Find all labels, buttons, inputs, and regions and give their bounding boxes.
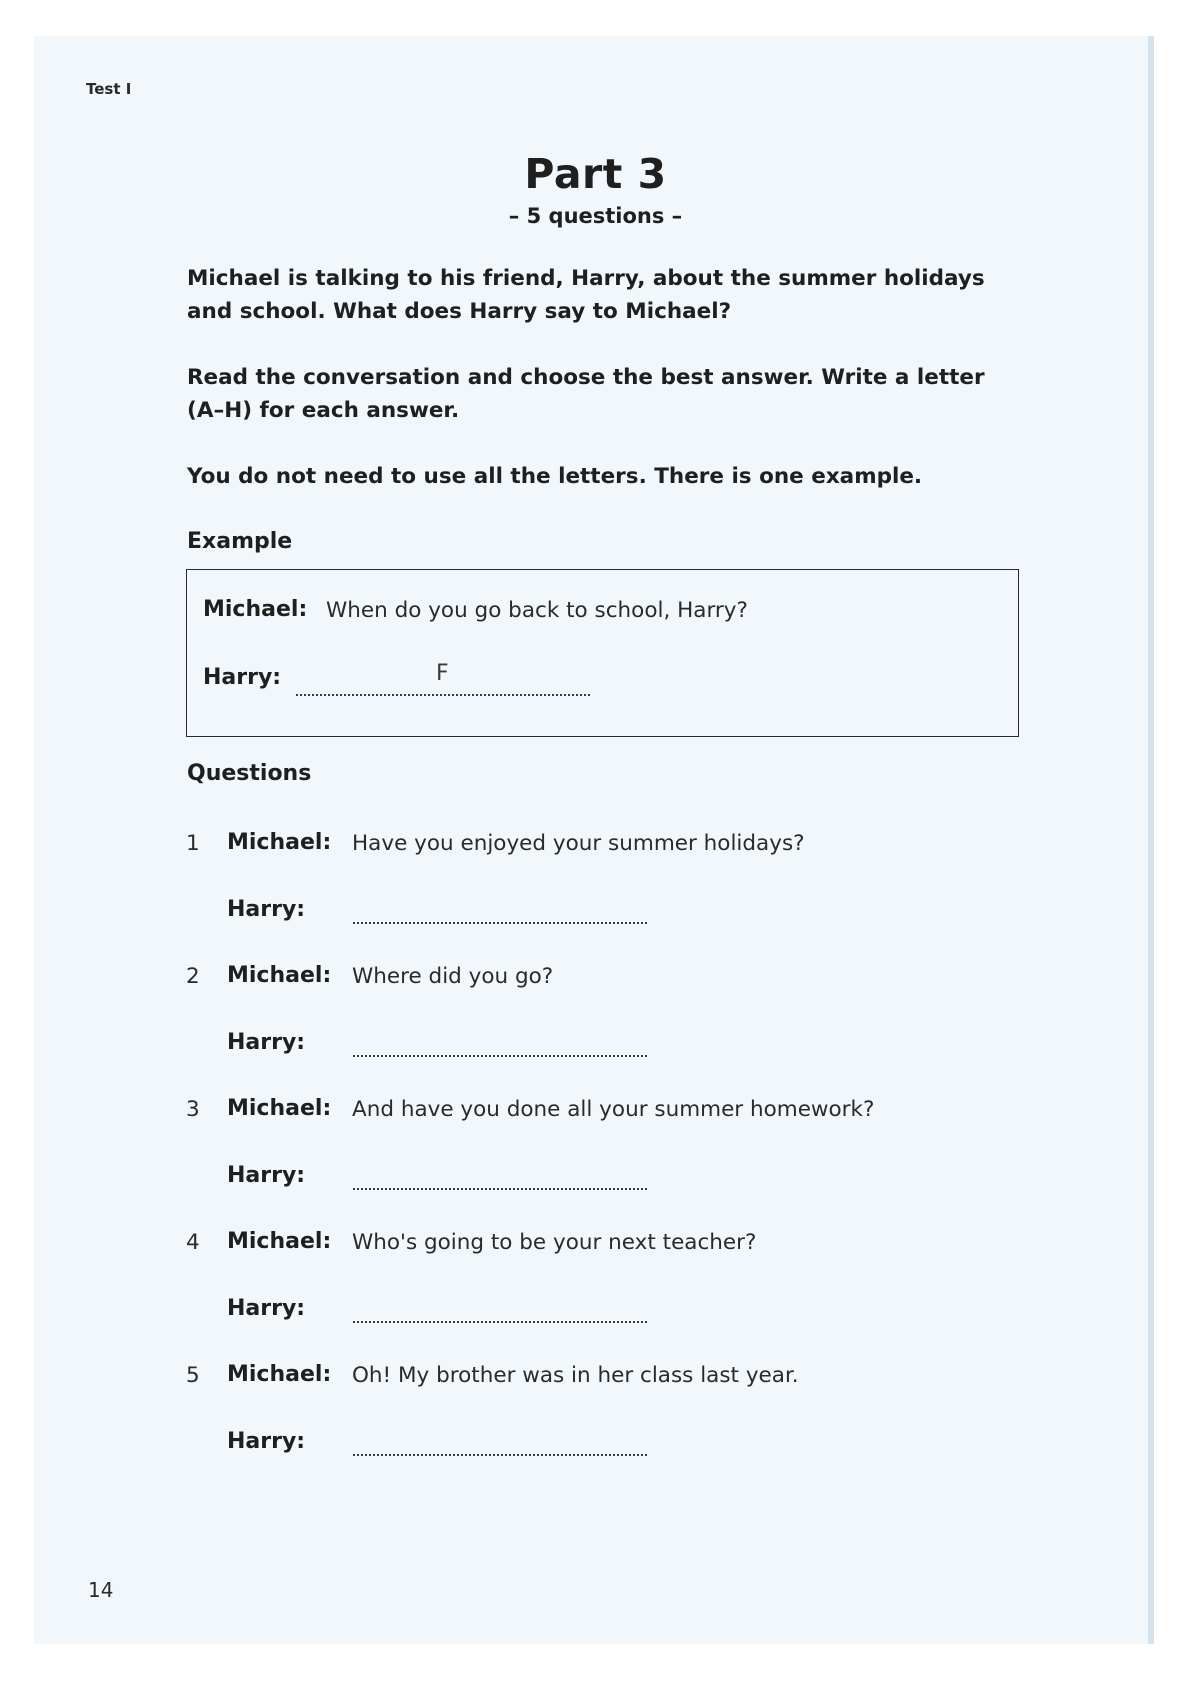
question-harry-label: Harry: [227,897,306,922]
questions-label: Questions [187,761,312,786]
part-title: Part 3 [524,150,667,198]
example-answer-line [296,694,590,696]
question-michael-label: Michael: [227,963,332,988]
part-subtitle: – 5 questions – [508,204,683,228]
example-michael-text: When do you go back to school, Harry? [326,598,748,623]
page-number: 14 [88,1578,114,1602]
example-michael-label: Michael: [203,597,308,622]
question-harry-label: Harry: [227,1030,306,1055]
answer-line[interactable] [353,1454,647,1456]
answer-line[interactable] [353,1188,647,1190]
question-number: 2 [186,964,200,989]
question-michael-text: Oh! My brother was in her class last year. [352,1363,799,1388]
question-michael-text: And have you done all your summer homework? [352,1097,875,1122]
instruction-read: Read the conversation and choose the best answer. Write a letter (A–H) for each answer. [187,365,985,423]
question-michael-label: Michael: [227,1229,332,1254]
question-harry-label: Harry: [227,1163,306,1188]
instruction-note: You do not need to use all the letters. There is one example. [187,464,923,489]
question-michael-text: Where did you go? [352,964,554,989]
answer-line[interactable] [353,1055,647,1057]
question-michael-text: Have you enjoyed your summer holidays? [352,831,805,856]
example-label: Example [187,529,293,554]
test-label: Test I [86,80,132,98]
question-number: 5 [186,1363,200,1388]
question-harry-label: Harry: [227,1296,306,1321]
example-harry-label: Harry: [203,665,282,690]
question-number: 3 [186,1097,200,1122]
example-answer: F [436,661,449,686]
question-michael-label: Michael: [227,1096,332,1121]
example-box [186,569,1019,737]
question-number: 4 [186,1230,200,1255]
question-harry-label: Harry: [227,1429,306,1454]
question-michael-label: Michael: [227,1362,332,1387]
answer-line[interactable] [353,1321,647,1323]
instruction-intro: Michael is talking to his friend, Harry, about the summer holidays and school. What does Harry say to Michael? [187,266,985,324]
question-michael-text: Who's going to be your next teacher? [352,1230,757,1255]
answer-line[interactable] [353,922,647,924]
question-number: 1 [186,831,200,856]
question-michael-label: Michael: [227,830,332,855]
